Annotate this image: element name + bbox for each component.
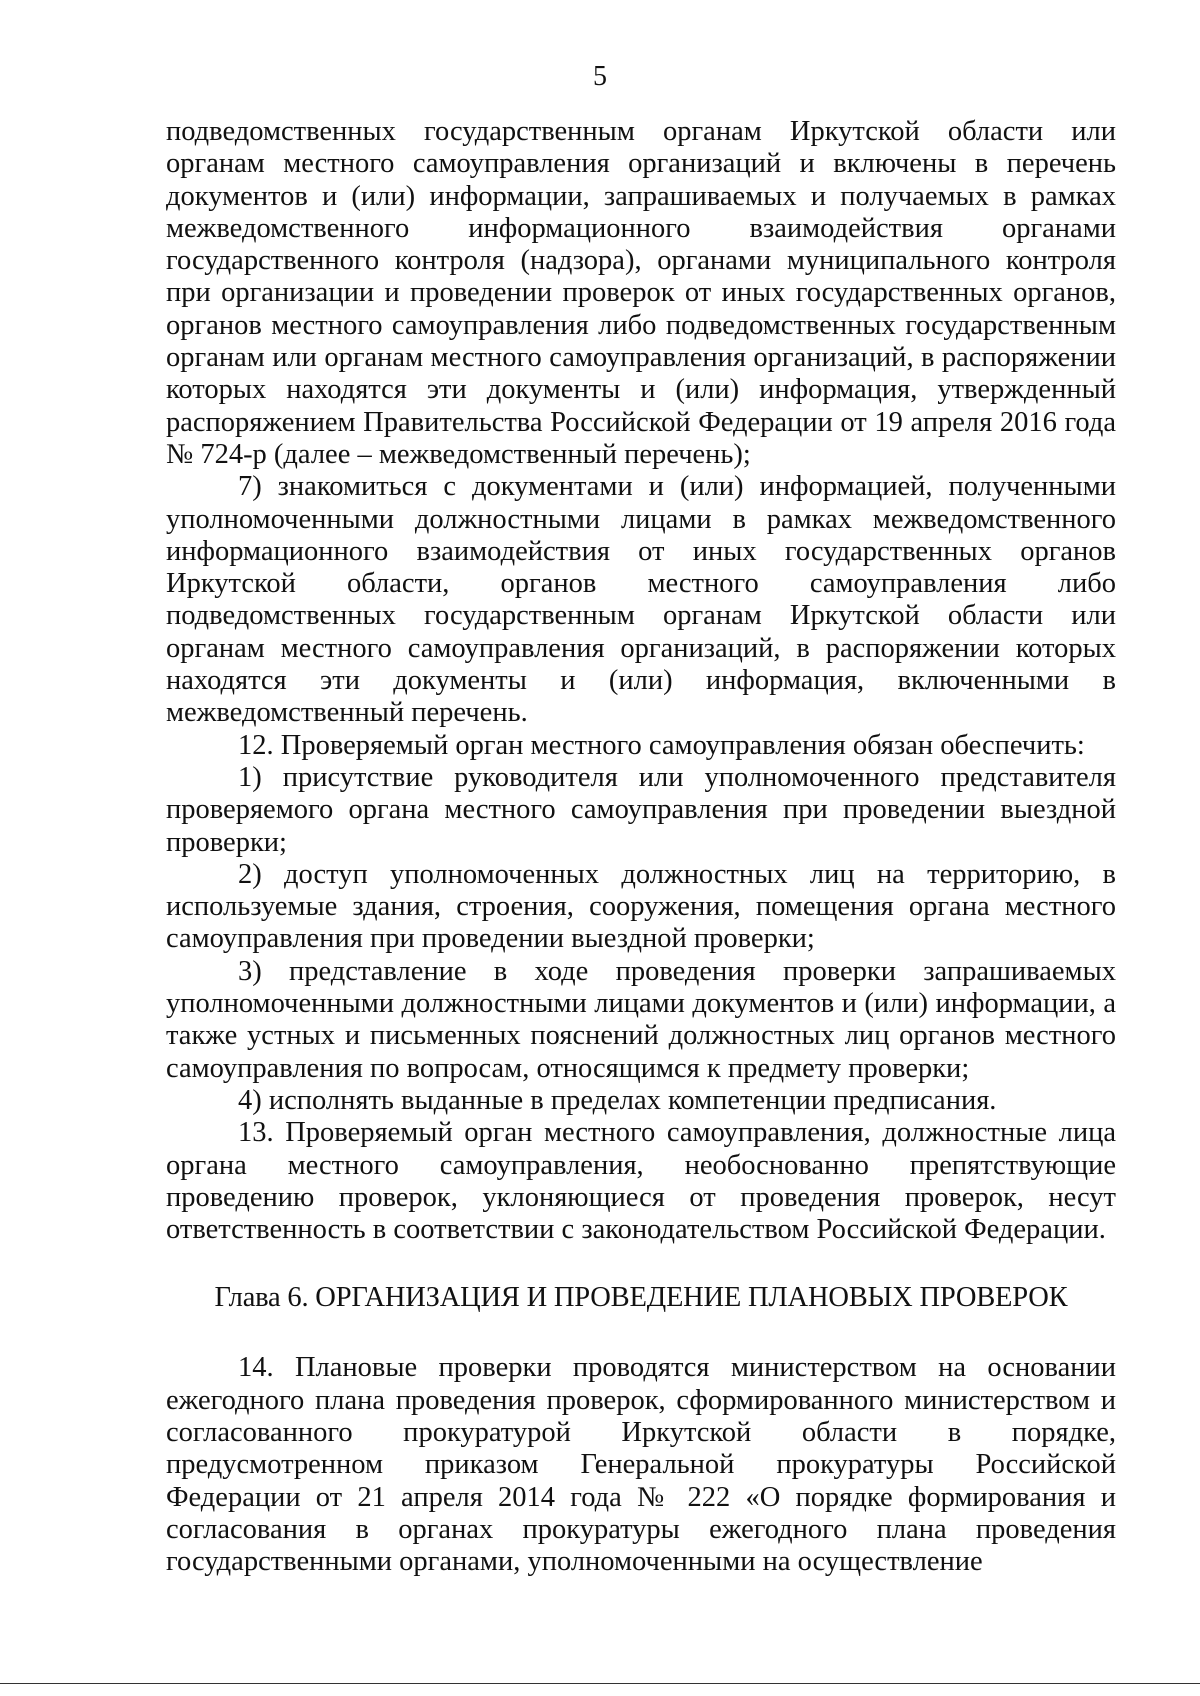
paragraph-14: 14. Плановые проверки проводятся министерством на основании ежегодного плана проведения проверок, сформированного министерством и согласованного прокуратурой Иркутской области в порядке, предусмотренном приказом Генеральной прокуратуры Российской Федерации от 21 апреля 2014 года № 222 «О порядке формирования и согласования в органах прокуратуры ежегодного плана проведения государственными органами, уполномоченными на осуществление (166, 1352, 1116, 1578)
bottom-scan-rule (0, 1683, 1200, 1684)
paragraph-item-7: 7) знакомиться с документами и (или) информацией, полученными уполномоченными должностными лицами в рамках межведомственного информационного взаимодействия от иных государственных органов Иркутской области, органов местного самоуправления либо подведомственных государственным органам Иркутской области или органам местного самоуправления организаций, в распоряжении которых находятся эти документы и (или) информация, включенными в межведомственный перечень. (166, 471, 1116, 729)
paragraph-12: 12. Проверяемый орган местного самоуправления обязан обеспечить: (238, 729, 1085, 761)
document-body (166, 116, 1116, 1578)
paragraph-continuation: подведомственных государственным органам Иркутской области или органам местного самоуправления организаций и включены в перечень документов и (или) информации, запрашиваемых и получаемых в рамках межведомственного информационного взаимодействия органами государственного контроля (надзора), органами муниципального контроля при организации и проведении проверок от иных государственных органов, органов местного самоуправления либо подведомственных государственным органам или органам местного самоуправления организаций, в распоряжении которых находятся эти документы и (или) информация, утвержденный распоряжением Правительства Российской Федерации от 19 апреля 2016 года № 724-р (далее – межведомственный перечень); (166, 116, 1116, 470)
paragraph-12-item-2: 2) доступ уполномоченных должностных лиц на территорию, в используемые здания, строения, сооружения, помещения органа местного самоуправления при проведении выездной проверки; (166, 858, 1116, 955)
chapter-title: Глава 6. ОРГАНИЗАЦИЯ И ПРОВЕДЕНИЕ ПЛАНОВЫХ ПРОВЕРОК (214, 1282, 1068, 1314)
paragraph-12-item-3: 3) представление в ходе проведения проверки запрашиваемых уполномоченными должностными лицами документов и (или) информации, а также устных и письменных пояснений должностных лиц органов местного самоуправления по вопросам, относящимся к предмету проверки; (166, 955, 1116, 1084)
paragraph-12-item-4: 4) исполнять выданные в пределах компетенции предписания. (238, 1084, 997, 1116)
paragraph-12-item-1: 1) присутствие руководителя или уполномоченного представителя проверяемого органа местного самоуправления при проведении выездной проверки; (166, 761, 1116, 858)
paragraph-13: 13. Проверяемый орган местного самоуправления, должностные лица органа местного самоуправления, необоснованно препятствующие проведению проверок, уклоняющиеся от проведения проверок, несут ответственность в соответствии с законодательством Российской Федерации. (166, 1117, 1116, 1246)
page-number: 5 (593, 61, 607, 92)
